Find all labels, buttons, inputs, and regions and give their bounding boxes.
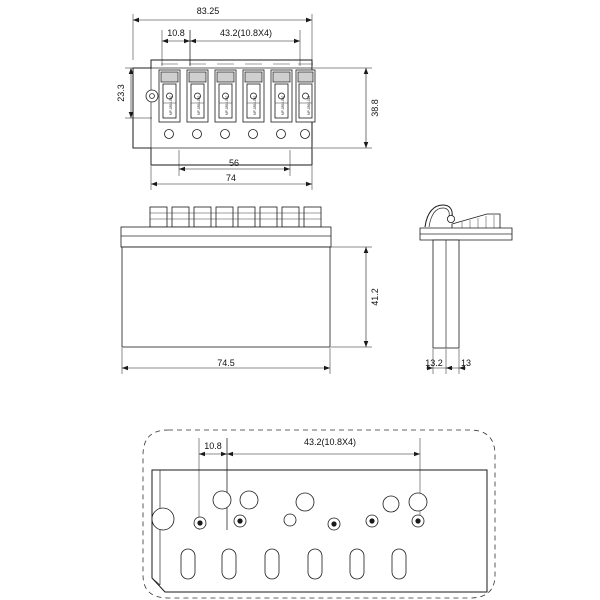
- dim-first-spacing-routing: 10.8: [204, 441, 222, 451]
- routing-view-group: [143, 430, 495, 598]
- front-view-group: [121, 207, 372, 374]
- dim-right-depth: 38.8: [370, 99, 380, 117]
- svg-text:MP-0304-010: MP-0304-010: [307, 95, 311, 115]
- front-saddles: [150, 207, 321, 227]
- svg-text:MP-0304-010: MP-0304-010: [197, 95, 201, 115]
- pivot-holes: [213, 491, 427, 512]
- top-view-group: [125, 14, 372, 190]
- string-slots: [181, 549, 406, 579]
- svg-text:MP-0304-010: MP-0304-010: [253, 95, 257, 115]
- dim-string-spacing-routing: 43.2(10.8X4): [303, 437, 357, 447]
- dim-body-height: 41.2: [370, 288, 380, 306]
- svg-text:MP-0304-010: MP-0304-010: [281, 95, 285, 115]
- dim-overall-width: 83.25: [196, 6, 220, 16]
- dim-first-spacing-top: 10.8: [167, 28, 185, 38]
- screw-holes: [194, 514, 424, 530]
- dim-left-depth: 23.3: [116, 84, 126, 102]
- dim-plate-width: 74: [225, 173, 237, 183]
- svg-text:MP-0304-010: MP-0304-010: [169, 95, 173, 115]
- side-view-group: [420, 205, 512, 374]
- dim-block-width: 56: [228, 158, 240, 168]
- dim-block-thickness: 13.2: [425, 358, 443, 368]
- dim-string-spacing-top: 43.2(10.8X4): [219, 28, 273, 38]
- saddle-group: [159, 70, 315, 122]
- dim-body-width: 74.5: [217, 358, 235, 368]
- dim-plate-thickness: 13: [460, 358, 472, 368]
- svg-text:MP-0304-010: MP-0304-010: [225, 95, 229, 115]
